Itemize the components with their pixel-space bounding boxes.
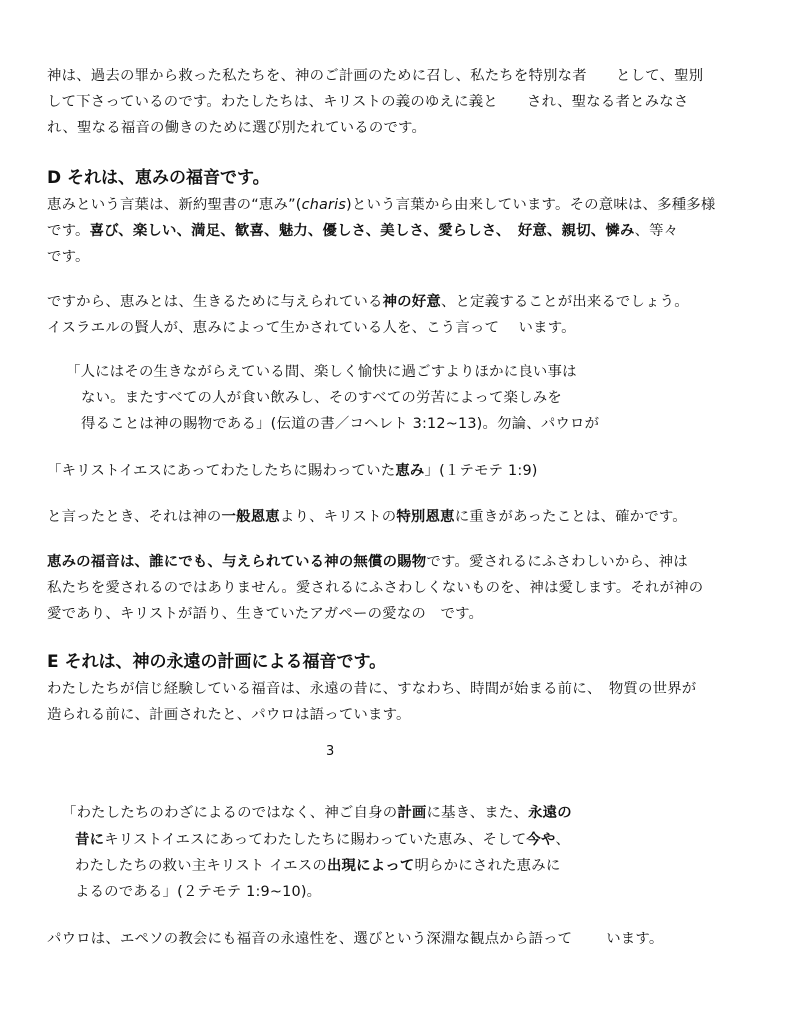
para2-line3: です。 [47,249,90,265]
page-number: 3 [326,744,335,759]
para3-line1: ですから、恵みとは、生きるために与えられている神の好意、と定義することが出来るでしょう。 [47,294,689,310]
para7: パウロは、エペソの教会にも福音の永遠性を、選びという深淵な観点から語って います。 [47,931,664,947]
quote1-line3: 得ることは神の賜物である」(伝道の書／コヘレト 3:12~13)。勿論、パウロが [81,416,600,432]
para4: と言ったとき、それは神の一般恩恵より、キリストの特別恩恵に重きがあったことは、確かです。 [47,509,687,525]
heading-d: D それは、恵みの福音です。 [47,168,270,188]
para2-line2: です。喜び、楽しい、満足、歓喜、魅力、優しさ、美しさ、愛らしさ、 好意、親切、憐み、等々 [47,223,679,239]
quote3-line2: 昔にキリストイエスにあってわたしたちに賜わっていた恵み、そして今や、 [75,832,571,848]
quote3-line3: わたしたちの救い主キリスト イエスの出現によって明らかにされた恵みに [75,858,561,874]
para5-line3: 愛であり、キリストが語り、生きていたアガペーの愛なの です。 [47,606,484,622]
para6-line2: 造られる前に、計画されたと、パウロは語っています。 [47,707,411,723]
heading-e: E それは、神の永遠の計画による福音です。 [47,652,387,672]
para2-line1: 恵みという言葉は、新約聖書の“恵み”(charis)という言葉から由来しています。その意味は、多種多様 [47,197,716,213]
para1-line2: して下さっているのです。わたしたちは、キリストの義のゆえに義と され、聖なる者とみなさ [47,94,689,110]
quote3-line1: 「わたしたちのわざによるのではなく、神ご自身の計画に基き、また、永遠の [62,805,572,821]
quote2: 「キリストイエスにあってわたしたちに賜わっていた恵み」(１テモテ 1:9) [47,463,538,479]
quote1-line2: ない。またすべての人が食い飲みし、そのすべての労苦によって楽しみを [81,390,562,406]
para3-line2: イスラエルの賢人が、恵みによって生かされている人を、こう言って います。 [47,320,576,336]
para5-line2: 私たちを愛されるのではありません。愛されるにふさわしくないものを、神は愛します。それが神の [47,580,704,596]
quote3-line4: よるのである」(２テモテ 1:9~10)。 [75,884,322,900]
para1-line1: 神は、過去の罪から救った私たちを、神のご計画のために召し、私たちを特別な者 として、聖別 [47,68,704,84]
para5-line1: 恵みの福音は、誰にでも、与えられている神の無償の賜物です。愛されるにふさわしいから、神は [47,554,688,570]
para1-line3: れ、聖なる福音の働きのために選び別たれているのです。 [47,120,427,136]
quote1-line1: 「人にはその生きながらえている間、楽しく愉快に過ごすよりほかに良い事は [66,364,577,380]
para6-line1: わたしたちが信じ経験している福音は、永遠の昔に、すなわち、時間が始まる前に、 物質の世界が [47,681,697,697]
